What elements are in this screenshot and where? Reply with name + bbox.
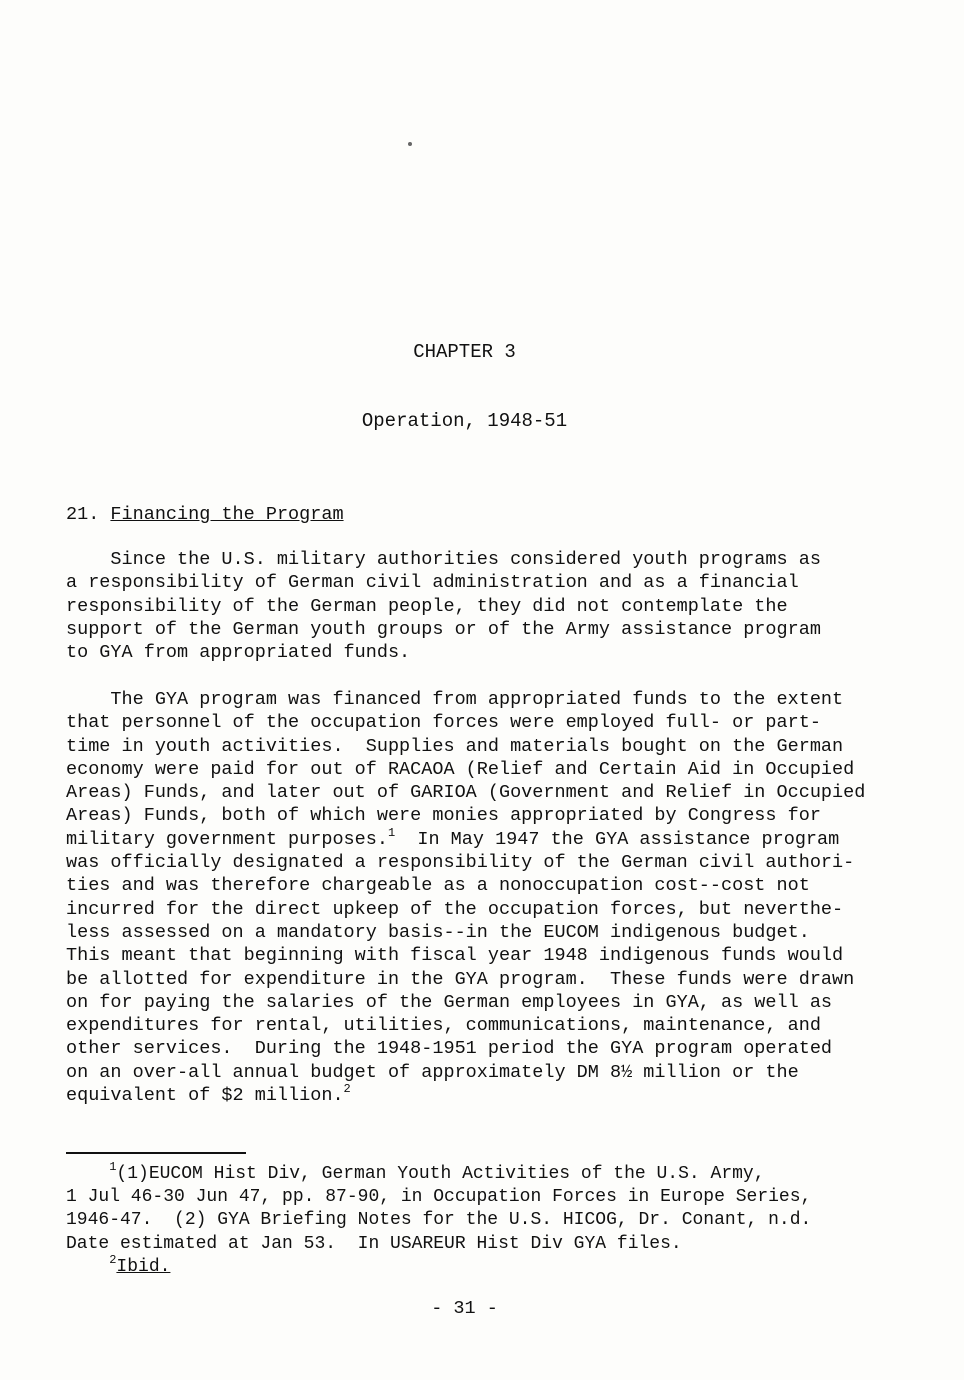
paragraph-line: on for paying the salaries of the German employees in GYA, as well as	[66, 991, 833, 1013]
section-title: Financing the Program	[110, 504, 344, 525]
footnote-separator	[66, 1152, 246, 1154]
paragraph-line: that personnel of the occupation forces were employed full- or part-	[66, 712, 821, 734]
chapter-subtitle: Operation, 1948-51	[361, 410, 568, 432]
footnote-1-marker: 1	[109, 1160, 117, 1174]
paragraph-line: economy were paid for out of RACAOA (Relief and Certain Aid in Occupied	[66, 758, 855, 780]
footnote-text: (1)EUCOM Hist Div, German Youth Activities of the U.S. Army,	[116, 1164, 765, 1184]
footnote-reference-2: 2	[343, 1082, 351, 1097]
paragraph-line: This meant that beginning with fiscal year 1948 indigenous funds would	[66, 945, 844, 967]
line-text: military government purposes.	[66, 828, 388, 850]
paragraph-line: support of the German youth groups or of the Army assistance program	[66, 618, 821, 640]
paragraph-2	[66, 688, 926, 1107]
paragraph-line	[66, 1084, 926, 1107]
paragraph-line: other services. During the 1948-1951 period the GYA program operated	[66, 1038, 833, 1060]
footnote-1-line: Date estimated at Jan 53. In USAREUR Hist Div GYA files.	[66, 1233, 682, 1254]
paragraph-line: incurred for the direct upkeep of the occupation forces, but neverthe-	[66, 898, 844, 920]
paragraph-line: The GYA program was financed from appropriated funds to the extent	[66, 689, 844, 710]
paragraph-line: a responsibility of German civil administration and as a financial	[66, 572, 799, 594]
paragraph-1	[66, 548, 926, 664]
footnotes	[66, 1160, 926, 1279]
paragraph-line: Areas) Funds, both of which were monies appropriated by Congress for	[66, 805, 821, 827]
paragraph-line: time in youth activities. Supplies and materials bought on the German	[66, 735, 844, 757]
page-number: - 31 -	[431, 1298, 498, 1319]
paragraph-line: less assessed on a mandatory basis--in the EUCOM indigenous budget.	[66, 921, 810, 943]
paragraph-line: was officially designated a responsibility of the German civil authori-	[66, 852, 855, 874]
paper-speck	[408, 142, 412, 146]
section-heading	[66, 504, 344, 525]
footnote-1-line: 1 Jul 46-30 Jun 47, pp. 87-90, in Occupation Forces in Europe Series,	[66, 1187, 812, 1208]
paragraph-line: be allotted for expenditure in the GYA program. These funds were drawn	[66, 968, 855, 990]
paragraph-line	[66, 825, 926, 851]
paragraph-line: responsibility of the German people, they did not contemplate the	[66, 595, 788, 617]
footnote-text: Ibid.	[116, 1256, 171, 1277]
footnote-reference-1: 1	[387, 825, 396, 840]
footnote-2-marker: 2	[109, 1252, 117, 1267]
section-number: 21.	[66, 504, 100, 525]
footnote-2-line	[66, 1252, 926, 1279]
line-text: In May 1947 the GYA assistance program	[395, 828, 840, 850]
chapter-title: CHAPTER 3	[413, 341, 516, 363]
paragraph-line: ties and was therefore chargeable as a nonoccupation cost--cost not	[66, 875, 810, 897]
paragraph-line: on an over-all annual budget of approximately DM 8½ million or the	[66, 1061, 799, 1083]
paragraph-line: Since the U.S. military authorities considered youth programs as	[66, 549, 821, 570]
paragraph-line: expenditures for rental, utilities, communications, maintenance, and	[66, 1015, 821, 1037]
paragraph-line: to GYA from appropriated funds.	[66, 642, 411, 664]
footnote-1-line: 1946-47. (2) GYA Briefing Notes for the U.S. HICOG, Dr. Conant, n.d.	[66, 1210, 812, 1231]
footnote-1-line	[66, 1160, 926, 1186]
line-text: equivalent of $2 million.	[66, 1085, 344, 1107]
paragraph-line: Areas) Funds, and later out of GARIOA (Government and Relief in Occupied	[66, 782, 866, 804]
